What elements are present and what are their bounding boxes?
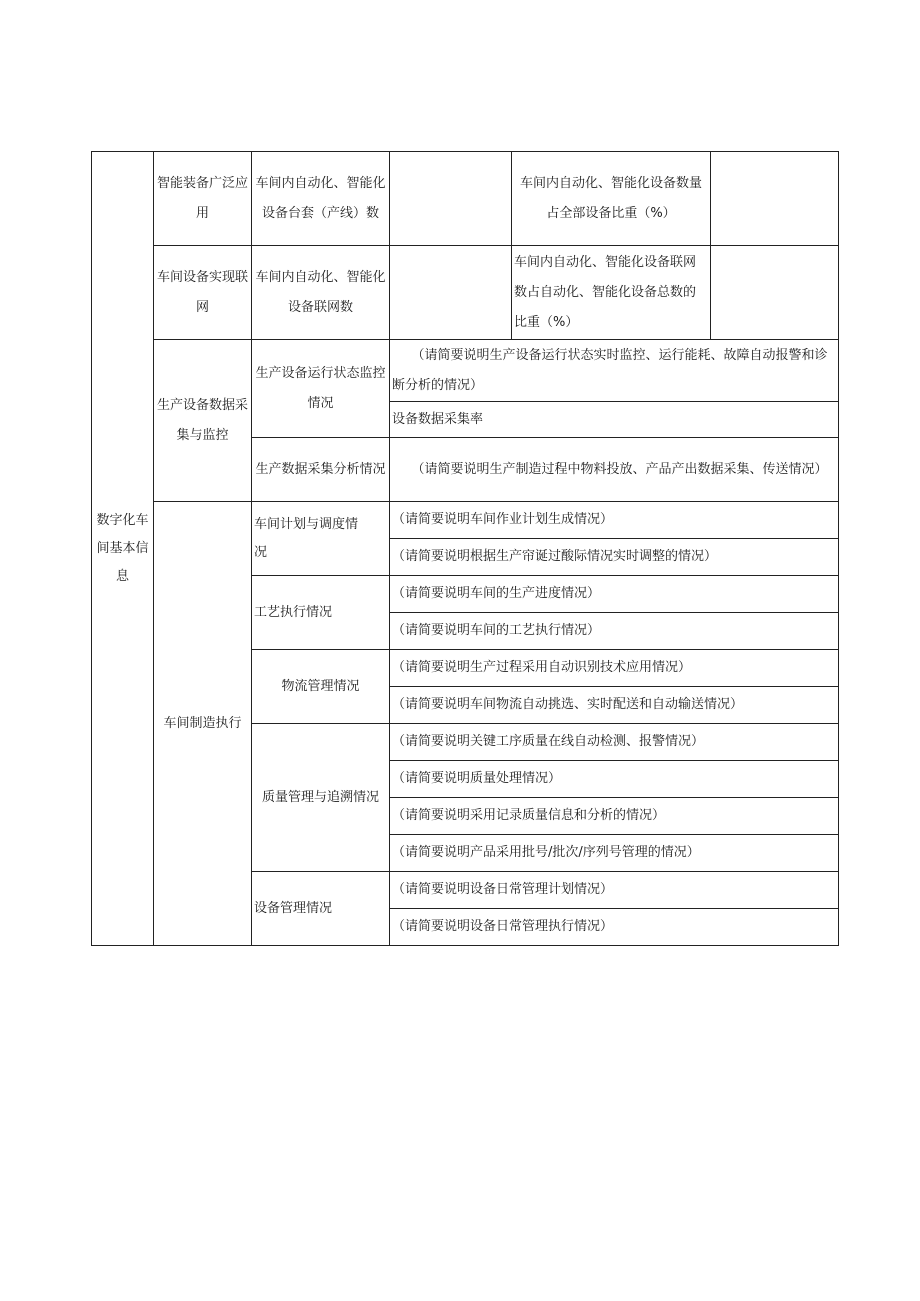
quality-note-3[interactable]: （请简要说明采用记录质量信息和分析的情况） xyxy=(390,798,839,835)
networked-ratio-value[interactable] xyxy=(711,246,839,340)
data-collection-rate-label[interactable]: 设备数据采集率 xyxy=(390,402,839,438)
logistics-note-1[interactable]: （请简要说明生产过程采用自动识别技术应用情况） xyxy=(390,650,839,687)
quality-label: 质量管理与追溯情况 xyxy=(252,724,390,872)
section-title: 数字化车间基本信息 xyxy=(92,152,154,946)
data-analysis-label: 生产数据采集分析情况 xyxy=(252,438,390,502)
quality-note-1[interactable]: （请简要说明关键工序质量在线自动检测、报警情况） xyxy=(390,724,839,761)
logistics-note-2[interactable]: （请简要说明车间物流自动挑选、实时配送和自动输送情况） xyxy=(390,687,839,724)
category-execution: 车间制造执行 xyxy=(154,502,252,946)
category-data-collection: 生产设备数据采集与监控 xyxy=(154,340,252,502)
planning-label: 车间计划与调度情况 xyxy=(252,502,390,576)
category-smart-equipment: 智能装备广泛应用 xyxy=(154,152,252,246)
networked-count-value[interactable] xyxy=(390,246,512,340)
automation-ratio-label: 车间内自动化、智能化设备数量占全部设备比重（%） xyxy=(512,152,711,246)
process-label: 工艺执行情况 xyxy=(252,576,390,650)
quality-note-4[interactable]: （请简要说明产品采用批号/批次/序列号管理的情况） xyxy=(390,835,839,872)
equipment-note-1[interactable]: （请简要说明设备日常管理计划情况） xyxy=(390,872,839,909)
process-note-1[interactable]: （请简要说明车间的生产进度情况） xyxy=(390,576,839,613)
status-monitor-note[interactable]: （请简要说明生产设备运行状态实时监控、运行能耗、故障自动报警和诊断分析的情况） xyxy=(390,340,839,402)
item-automation-count-label: 车间内自动化、智能化设备台套（产线）数 xyxy=(252,152,390,246)
digital-workshop-info-table xyxy=(91,151,839,946)
networked-ratio-label: 车间内自动化、智能化设备联网数占自动化、智能化设备总数的比重（%） xyxy=(512,246,711,340)
category-networking: 车间设备实现联网 xyxy=(154,246,252,340)
item-networked-count-label: 车间内自动化、智能化设备联网数 xyxy=(252,246,390,340)
planning-note-1[interactable]: （请简要说明车间作业计划生成情况） xyxy=(390,502,839,539)
process-note-2[interactable]: （请简要说明车间的工艺执行情况） xyxy=(390,613,839,650)
equipment-note-2[interactable]: （请简要说明设备日常管理执行情况） xyxy=(390,909,839,946)
automation-count-value[interactable] xyxy=(390,152,512,246)
quality-note-2[interactable]: （请简要说明质量处理情况） xyxy=(390,761,839,798)
status-monitor-label: 生产设备运行状态监控情况 xyxy=(252,340,390,438)
equipment-mgmt-label: 设备管理情况 xyxy=(252,872,390,946)
logistics-label: 物流管理情况 xyxy=(252,650,390,724)
data-analysis-note[interactable]: （请简要说明生产制造过程中物料投放、产品产出数据采集、传送情况） xyxy=(390,438,839,502)
automation-ratio-value[interactable] xyxy=(711,152,839,246)
planning-note-2[interactable]: （请简要说明根据生产帘诞过酸际情况实时调整的情况） xyxy=(390,539,839,576)
